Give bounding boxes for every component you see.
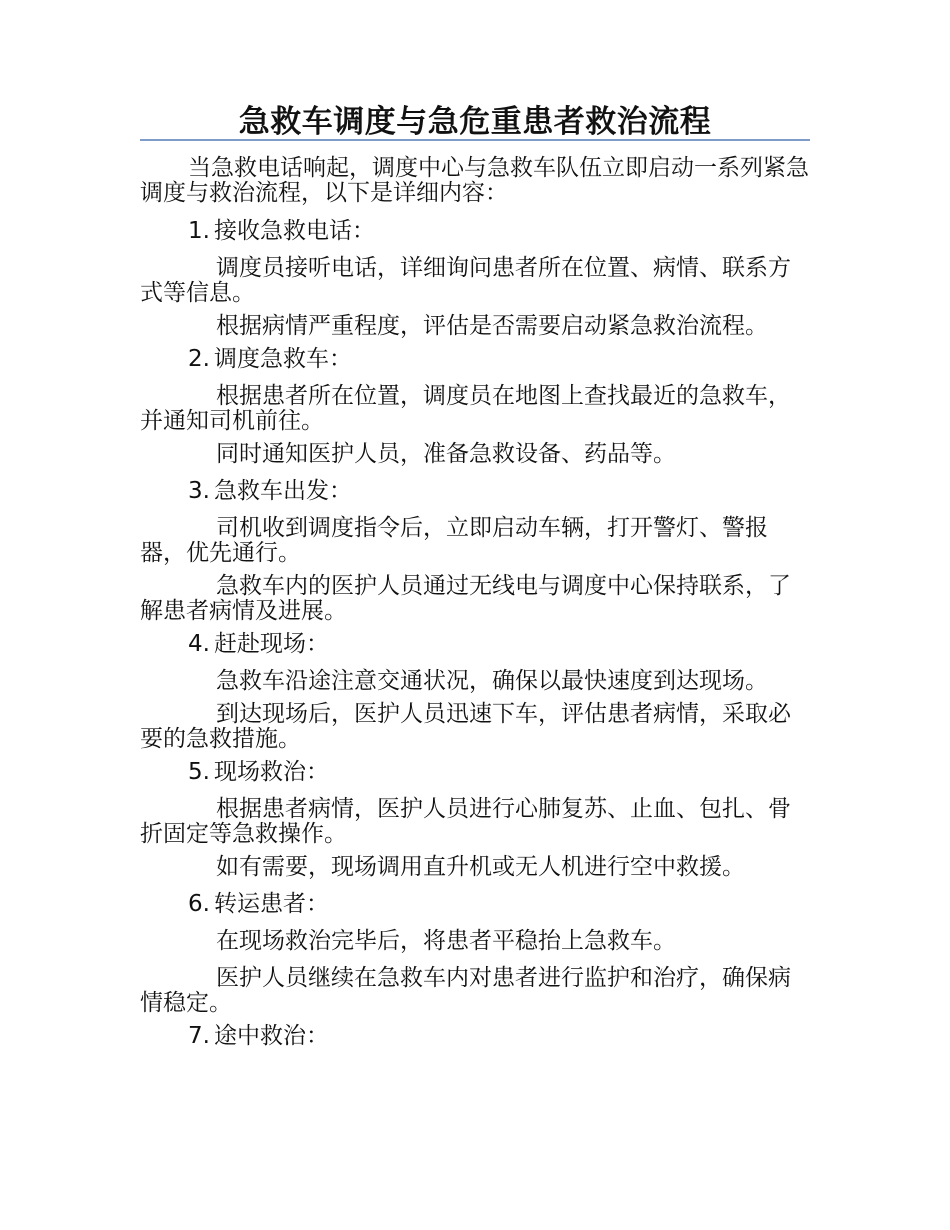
section-heading: [140, 347, 810, 373]
section-detail: 在现场救治完毕后，将患者平稳抬上急救车。: [216, 928, 676, 954]
section-detail: 如有需要，现场调用直升机或无人机进行空中救援。: [216, 854, 745, 880]
section-heading: [140, 892, 810, 918]
section-detail: 司机收到调度指令后，立即启动车辆，打开警灯、警报器，优先通行。: [140, 515, 768, 566]
document-body: [140, 156, 810, 1061]
section-number: 6.: [188, 891, 210, 917]
section-number: 7.: [188, 1023, 210, 1049]
section-detail: 急救车沿途注意交通状况，确保以最快速度到达现场。: [216, 668, 768, 694]
section-number: 2.: [188, 346, 210, 372]
section-detail: 根据患者病情，医护人员进行心肺复苏、止血、包扎、骨折固定等急救操作。: [140, 796, 791, 847]
intro-paragraph: 当急救电话响起，调度中心与急救车队伍立即启动一系列紧急调度与救治流程，以下是详细内容：: [140, 155, 809, 206]
section-heading: [140, 760, 810, 786]
section-heading: [140, 632, 810, 658]
section-title: 现场救治：: [213, 759, 329, 785]
section-detail: 医护人员继续在急救车内对患者进行监护和治疗，确保病情稳定。: [140, 965, 791, 1016]
section-number: 3.: [188, 478, 210, 504]
section-heading: [140, 219, 810, 245]
section-detail: 到达现场后，医护人员迅速下车，评估患者病情，采取必要的急救措施。: [140, 701, 791, 752]
section-detail: 急救车内的医护人员通过无线电与调度中心保持联系，了解患者病情及进展。: [140, 573, 791, 624]
section-detail: 根据患者所在位置，调度员在地图上查找最近的急救车，并通知司机前往。: [140, 383, 791, 434]
section-heading: [140, 479, 810, 505]
title-underline: [140, 139, 810, 141]
section-detail: 调度员接听电话，详细询问患者所在位置、病情、联系方式等信息。: [140, 255, 791, 306]
document-title: 急救车调度与急危重患者救治流程: [238, 104, 712, 140]
section-detail: 根据病情严重程度，评估是否需要启动紧急救治流程。: [216, 313, 768, 339]
section-title: 转运患者：: [213, 891, 329, 917]
section-title: 途中救治：: [213, 1023, 329, 1049]
section-number: 1.: [188, 218, 210, 244]
section-title: 调度急救车：: [213, 346, 352, 372]
section-title: 赶赴现场：: [213, 631, 329, 657]
section-number: 4.: [188, 631, 210, 657]
section-title: 接收急救电话：: [213, 218, 375, 244]
section-title: 急救车出发：: [213, 478, 352, 504]
section-detail: 同时通知医护人员，准备急救设备、药品等。: [216, 441, 676, 467]
section-heading: [140, 1024, 810, 1050]
section-number: 5.: [188, 759, 210, 785]
